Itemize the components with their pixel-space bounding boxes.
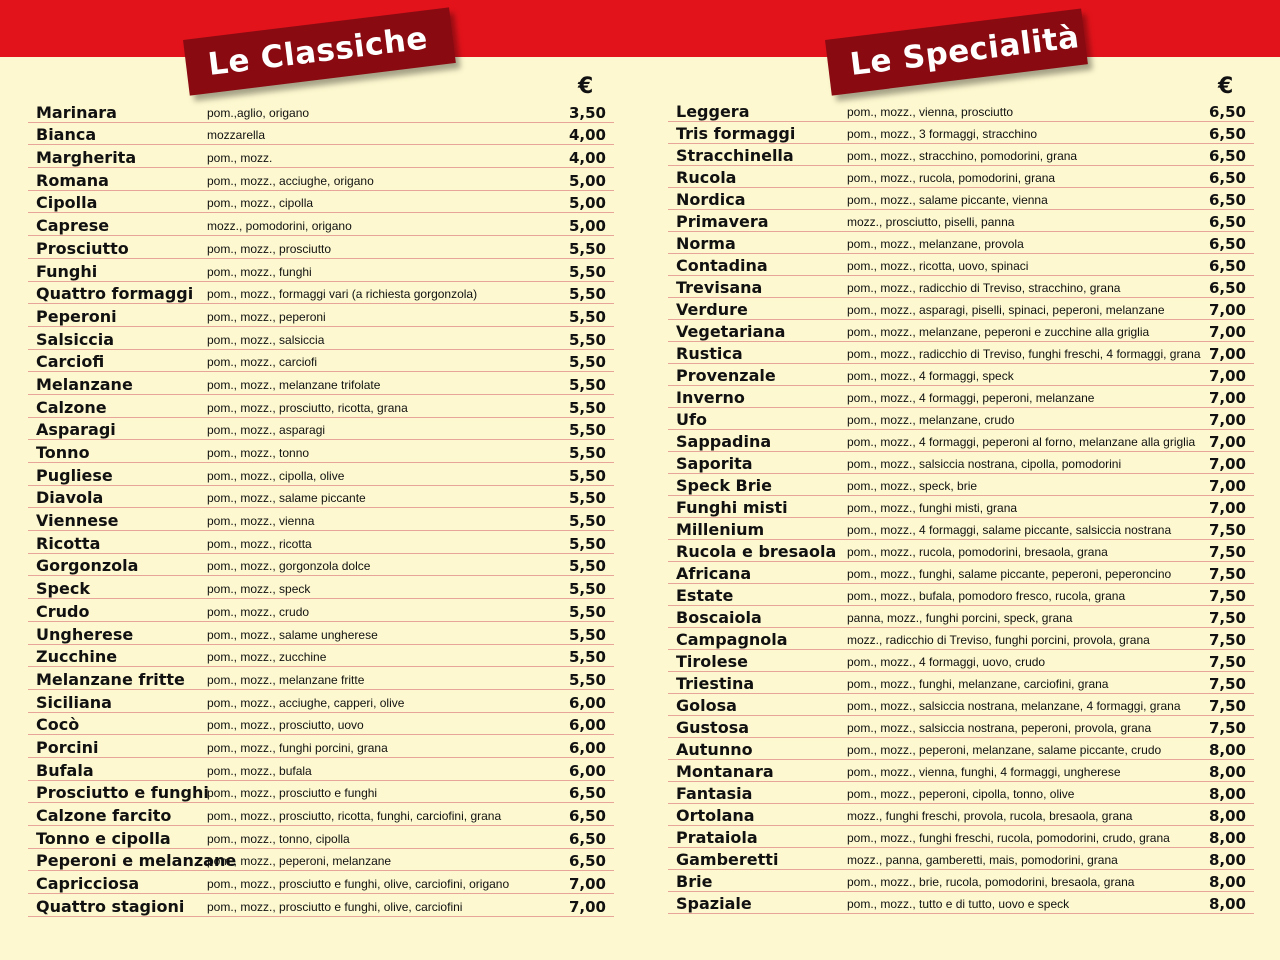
pizza-price: 5,50 <box>568 307 606 326</box>
pizza-name: Melanzane <box>36 374 133 394</box>
pizza-ingredients: pom., mozz. <box>207 151 273 166</box>
menu-item-row <box>28 191 614 214</box>
pizza-ingredients: pom., mozz., cipolla <box>207 196 314 211</box>
pizza-price: 5,50 <box>568 398 606 417</box>
pizza-price: 6,50 <box>1208 235 1246 253</box>
pizza-ingredients: pom., mozz., prosciutto e funghi <box>207 786 378 801</box>
pizza-price: 8,00 <box>1208 785 1246 803</box>
pizza-ingredients: mozz., funghi freschi, provola, rucola, bresaola, grana <box>847 809 1133 823</box>
pizza-price: 5,00 <box>568 217 606 236</box>
pizza-ingredients: pom., mozz., 4 formaggi, speck <box>847 369 1014 383</box>
menu-item-row <box>28 327 614 350</box>
pizza-name: Africana <box>676 564 752 583</box>
pizza-price: 6,50 <box>1208 125 1246 143</box>
pizza-price: 6,50 <box>568 784 606 803</box>
pizza-name: Cocò <box>36 715 80 735</box>
pizza-price: 8,00 <box>1208 763 1246 781</box>
pizza-price: 6,00 <box>568 738 606 757</box>
pizza-name: Zucchine <box>36 647 118 667</box>
pizza-name: Romana <box>36 170 109 190</box>
pizza-price: 6,50 <box>1208 213 1246 231</box>
pizza-price: 7,50 <box>1208 653 1246 671</box>
currency-header-right: € <box>1218 74 1234 99</box>
pizza-ingredients: pom., mozz., prosciutto e funghi, olive, carciofini <box>207 899 463 914</box>
pizza-name: Marinara <box>36 102 117 122</box>
pizza-name: Tonno <box>36 443 90 462</box>
pizza-ingredients: pom., mozz., funghi, salame piccante, peperoni, peperoncino <box>847 567 1172 581</box>
menu-item-row <box>28 350 614 373</box>
menu-item-row <box>668 584 1254 606</box>
menu-item-row <box>668 760 1254 782</box>
menu-item-row <box>28 486 614 509</box>
pizza-name: Calzone <box>36 397 107 417</box>
pizza-price: 8,00 <box>1208 873 1246 891</box>
pizza-price: 6,50 <box>1208 169 1246 187</box>
menu-item-row <box>668 804 1254 826</box>
menu-item-row <box>28 168 614 191</box>
menu-item-row <box>668 606 1254 628</box>
menu-item-row <box>28 395 614 418</box>
pizza-ingredients: pom., mozz., tonno <box>207 446 310 460</box>
pizza-price: 8,00 <box>1208 829 1246 847</box>
menu-item-row <box>28 690 614 713</box>
pizza-name: Trevisana <box>676 278 763 297</box>
menu-item-row <box>28 803 614 826</box>
pizza-price: 7,00 <box>1208 367 1246 385</box>
menu-item-row <box>28 667 614 690</box>
menu-item-row <box>668 408 1254 430</box>
pizza-price: 7,00 <box>1208 345 1246 363</box>
pizza-price: 7,50 <box>1208 565 1246 583</box>
pizza-ingredients: pom., mozz., acciughe, capperi, olive <box>207 695 405 710</box>
pizza-price: 4,00 <box>568 149 606 168</box>
menu-item-row <box>668 166 1254 188</box>
pizza-price: 7,00 <box>568 875 606 894</box>
pizza-price: 7,50 <box>1208 609 1246 627</box>
pizza-price: 7,50 <box>1208 675 1246 693</box>
pizza-ingredients: pom., mozz., prosciutto, uovo <box>207 718 364 733</box>
menu-item-row <box>28 372 614 395</box>
menu-item-row <box>668 650 1254 672</box>
menu-item-row <box>668 496 1254 518</box>
pizza-name: Carciofi <box>36 352 105 372</box>
menu-list-classiche <box>28 100 614 917</box>
pizza-price: 6,00 <box>568 761 606 780</box>
pizza-price: 7,00 <box>1208 389 1246 407</box>
pizza-ingredients: pom., mozz., crudo <box>207 604 310 619</box>
menu-item-row <box>28 576 614 599</box>
pizza-ingredients: pom., mozz., salame piccante <box>207 491 366 506</box>
pizza-price: 5,50 <box>568 421 606 440</box>
pizza-name: Montanara <box>676 762 774 781</box>
menu-item-row <box>668 694 1254 716</box>
pizza-name: Prosciutto e funghi <box>36 783 209 803</box>
menu-item-row <box>28 236 614 259</box>
pizza-name: Gustosa <box>676 718 750 737</box>
pizza-name: Viennese <box>36 511 119 531</box>
pizza-ingredients: pom., mozz., vienna, prosciutto <box>847 105 1014 119</box>
menu-item-row <box>668 672 1254 694</box>
menu-item-row <box>28 894 614 917</box>
menu-item-row <box>28 508 614 531</box>
pizza-name: Pugliese <box>36 465 113 485</box>
pizza-name: Estate <box>676 586 734 605</box>
pizza-ingredients: mozz., panna, gamberetti, mais, pomodorini, grana <box>847 853 1118 867</box>
pizza-price: 7,50 <box>1208 719 1246 737</box>
menu-item-row <box>28 123 614 146</box>
pizza-name: Stracchinella <box>676 146 794 165</box>
pizza-ingredients: pom., mozz., prosciutto, ricotta, grana <box>207 400 408 415</box>
pizza-name: Provenzale <box>676 366 776 385</box>
pizza-name: Speck Brie <box>676 476 772 495</box>
pizza-ingredients: pom., mozz., melanzane, peperoni e zucchine alla griglia <box>847 325 1150 339</box>
pizza-ingredients: pom., mozz., tutto e di tutto, uovo e speck <box>847 897 1070 911</box>
pizza-name: Calzone farcito <box>36 806 172 825</box>
pizza-name: Diavola <box>36 488 104 508</box>
pizza-name: Margherita <box>36 148 137 168</box>
pizza-ingredients: mozz., radicchio di Treviso, funghi porcini, provola, grana <box>847 633 1150 647</box>
pizza-price: 5,50 <box>568 444 606 462</box>
pizza-price: 6,50 <box>1208 191 1246 209</box>
pizza-name: Capricciosa <box>36 874 140 894</box>
pizza-price: 6,00 <box>568 716 606 735</box>
pizza-price: 6,50 <box>568 852 606 871</box>
pizza-name: Quattro formaggi <box>36 284 194 304</box>
pizza-name: Melanzane fritte <box>36 669 185 689</box>
menu-item-row <box>28 100 614 123</box>
pizza-ingredients: pom., mozz., carciofi <box>207 355 318 370</box>
menu-item-row <box>28 440 614 463</box>
pizza-price: 5,50 <box>568 602 606 621</box>
menu-item-row <box>668 122 1254 144</box>
menu-item-row <box>668 826 1254 848</box>
menu-item-row <box>28 282 614 305</box>
pizza-ingredients: pom., mozz., melanzane, provola <box>847 237 1024 251</box>
pizza-price: 7,50 <box>1208 631 1246 649</box>
pizza-name: Siciliana <box>36 692 112 712</box>
pizza-name: Tirolese <box>676 652 748 671</box>
pizza-name: Gorgonzola <box>36 556 139 576</box>
pizza-ingredients: pom., mozz., formaggi vari (a richiesta gorgonzola) <box>207 287 478 302</box>
pizza-price: 7,00 <box>1208 455 1246 473</box>
pizza-price: 7,00 <box>1208 499 1246 517</box>
menu-item-row <box>668 870 1254 892</box>
pizza-ingredients: pom., mozz., vienna, funghi, 4 formaggi, ungherese <box>847 765 1121 779</box>
pizza-ingredients: pom., mozz., ricotta, uovo, spinaci <box>847 259 1029 273</box>
pizza-ingredients: pom., mozz., gorgonzola dolce <box>207 559 371 574</box>
pizza-price: 5,50 <box>568 557 606 576</box>
pizza-price: 7,00 <box>1208 323 1246 341</box>
pizza-ingredients: pom., mozz., cipolla, olive <box>207 468 345 483</box>
pizza-name: Speck <box>36 579 90 599</box>
pizza-price: 6,50 <box>568 807 606 825</box>
pizza-ingredients: pom., mozz., 3 formaggi, stracchino <box>847 127 1038 141</box>
menu-item-row <box>668 738 1254 760</box>
pizza-name: Ungherese <box>36 624 134 644</box>
pizza-name: Prataiola <box>676 828 758 847</box>
pizza-ingredients: pom., mozz., 4 formaggi, salame piccante, salsiccia nostrana <box>847 523 1172 537</box>
pizza-name: Rucola <box>676 168 737 187</box>
pizza-ingredients: pom., mozz., brie, rucola, pomodorini, bresaola, grana <box>847 875 1135 889</box>
pizza-price: 6,50 <box>568 829 606 848</box>
pizza-name: Peperoni <box>36 306 117 326</box>
pizza-ingredients: pom., mozz., rucola, pomodorini, bresaola, grana <box>847 545 1108 559</box>
pizza-name: Contadina <box>676 256 768 275</box>
pizza-name: Funghi <box>36 261 98 281</box>
menu-item-row <box>28 304 614 327</box>
pizza-price: 7,50 <box>1208 543 1246 561</box>
pizza-name: Boscaiola <box>676 608 762 627</box>
pizza-ingredients: pom., mozz., funghi porcini, grana <box>207 740 388 755</box>
pizza-price: 5,50 <box>568 375 606 394</box>
menu-item-row <box>28 599 614 622</box>
pizza-name: Tris formaggi <box>676 124 796 143</box>
pizza-price: 8,00 <box>1208 807 1246 825</box>
menu-item-row <box>668 716 1254 738</box>
pizza-ingredients: pom., mozz., asparagi <box>207 423 326 438</box>
pizza-ingredients: pom., mozz., speck <box>207 582 311 597</box>
pizza-name: Leggera <box>676 102 750 121</box>
menu-item-row <box>668 276 1254 298</box>
pizza-name: Millenium <box>676 520 765 539</box>
pizza-price: 5,50 <box>568 239 606 258</box>
pizza-ingredients: pom., mozz., prosciutto <box>207 241 332 256</box>
pizza-price: 5,50 <box>568 489 606 508</box>
pizza-ingredients: pom., mozz., funghi, melanzane, carciofini, grana <box>847 677 1109 691</box>
pizza-ingredients: pom., mozz., salame ungherese <box>207 627 378 642</box>
pizza-ingredients: pom., mozz., salame piccante, vienna <box>847 193 1048 207</box>
pizza-price: 5,50 <box>568 285 606 304</box>
currency-header-left: € <box>578 74 594 99</box>
menu-item-row <box>668 210 1254 232</box>
menu-item-row <box>28 531 614 554</box>
pizza-ingredients: pom., mozz., prosciutto, ricotta, funghi, carciofini, grana <box>207 809 502 823</box>
pizza-price: 6,00 <box>568 693 606 712</box>
section-title-classiche: Le Classiche <box>183 7 456 95</box>
pizza-price: 7,50 <box>1208 697 1246 715</box>
menu-item-row <box>28 781 614 804</box>
pizza-price: 8,00 <box>1208 851 1246 869</box>
pizza-price: 7,50 <box>1208 587 1246 605</box>
pizza-ingredients: pom., mozz., asparagi, piselli, spinaci, peperoni, melanzane <box>847 303 1165 317</box>
pizza-ingredients: pom., mozz., speck, brie <box>847 479 978 493</box>
pizza-name: Autunno <box>676 740 753 759</box>
pizza-ingredients: pom., mozz., salsiccia nostrana, peperoni, provola, grana <box>847 721 1152 735</box>
pizza-ingredients: pom., mozz., salsiccia nostrana, melanzane, 4 formaggi, grana <box>847 699 1181 713</box>
menu-item-row <box>668 100 1254 122</box>
menu-item-row <box>668 452 1254 474</box>
pizza-price: 7,00 <box>1208 433 1246 451</box>
pizza-name: Ufo <box>676 410 707 429</box>
pizza-name: Rustica <box>676 344 743 363</box>
menu-item-row <box>668 892 1254 914</box>
pizza-name: Peperoni e melanzane <box>36 851 237 871</box>
pizza-name: Porcini <box>36 737 99 757</box>
pizza-name: Ricotta <box>36 533 101 553</box>
pizza-ingredients: pom., mozz., salsiccia <box>207 332 325 347</box>
pizza-price: 5,00 <box>568 171 606 190</box>
pizza-price: 7,50 <box>1208 521 1246 539</box>
pizza-name: Funghi misti <box>676 498 788 517</box>
pizza-price: 5,50 <box>568 512 606 531</box>
pizza-name: Crudo <box>36 601 90 621</box>
pizza-ingredients: pom., mozz., ricotta <box>207 536 312 551</box>
menu-list-specialita <box>668 100 1254 914</box>
menu-item-row <box>668 232 1254 254</box>
pizza-ingredients: pom., mozz., peperoni <box>207 309 326 324</box>
pizza-ingredients: pom., mozz., bufala <box>207 763 312 778</box>
menu-item-row <box>28 713 614 736</box>
pizza-name: Caprese <box>36 216 110 236</box>
menu-item-row <box>668 188 1254 210</box>
pizza-ingredients: mozzarella <box>207 128 266 143</box>
pizza-ingredients: pom., mozz., 4 formaggi, uovo, crudo <box>847 655 1046 669</box>
pizza-name: Primavera <box>676 212 769 231</box>
pizza-ingredients: pom., mozz., funghi <box>207 264 312 279</box>
menu-item-row <box>668 342 1254 364</box>
pizza-ingredients: pom., mozz., 4 formaggi, peperoni al forno, melanzane alla griglia <box>847 435 1196 449</box>
pizza-ingredients: pom.,aglio, origano <box>207 105 310 120</box>
pizza-name: Campagnola <box>676 630 788 649</box>
pizza-name: Spaziale <box>676 894 752 913</box>
pizza-name: Rucola e bresaola <box>676 542 837 561</box>
pizza-ingredients: pom., mozz., bufala, pomodoro fresco, rucola, grana <box>847 589 1126 603</box>
menu-item-row <box>28 213 614 236</box>
menu-item-row <box>28 145 614 168</box>
pizza-price: 5,50 <box>568 353 606 372</box>
pizza-name: Cipolla <box>36 193 98 213</box>
menu-item-row <box>668 628 1254 650</box>
menu-item-row <box>668 254 1254 276</box>
pizza-ingredients: pom., mozz., stracchino, pomodorini, grana <box>847 149 1078 163</box>
pizza-price: 7,00 <box>568 897 606 916</box>
pizza-ingredients: pom., mozz., melanzane fritte <box>207 672 365 687</box>
pizza-price: 6,50 <box>1208 103 1246 121</box>
pizza-name: Fantasia <box>676 784 753 803</box>
pizza-price: 5,50 <box>568 466 606 485</box>
pizza-price: 6,50 <box>1208 147 1246 165</box>
pizza-price: 7,00 <box>1208 301 1246 319</box>
pizza-price: 5,50 <box>568 330 606 349</box>
pizza-name: Vegetariana <box>676 322 786 341</box>
pizza-ingredients: pom., mozz., prosciutto e funghi, olive, carciofini, origano <box>207 877 510 892</box>
pizza-price: 8,00 <box>1208 895 1246 913</box>
pizza-price: 7,00 <box>1208 411 1246 429</box>
pizza-name: Asparagi <box>36 420 116 440</box>
pizza-ingredients: pom., mozz., funghi freschi, rucola, pomodorini, crudo, grana <box>847 831 1170 845</box>
pizza-ingredients: pom., mozz., peperoni, melanzane <box>207 854 392 869</box>
pizza-ingredients: panna, mozz., funghi porcini, speck, grana <box>847 611 1073 625</box>
pizza-price: 5,50 <box>568 625 606 644</box>
pizza-ingredients: pom., mozz., acciughe, origano <box>207 173 374 188</box>
pizza-name: Bufala <box>36 760 94 780</box>
menu-item-row <box>28 758 614 781</box>
menu-item-row <box>668 848 1254 870</box>
pizza-name: Inverno <box>676 388 745 407</box>
menu-item-row <box>28 418 614 441</box>
pizza-ingredients: pom., mozz., zucchine <box>207 650 327 665</box>
menu-item-row <box>668 562 1254 584</box>
pizza-ingredients: pom., mozz., rucola, pomodorini, grana <box>847 171 1056 185</box>
pizza-ingredients: pom., mozz., tonno, cipolla <box>207 831 350 846</box>
pizza-name: Sappadina <box>676 432 772 451</box>
pizza-name: Nordica <box>676 190 746 209</box>
pizza-name: Gamberetti <box>676 850 779 869</box>
pizza-name: Quattro stagioni <box>36 896 185 916</box>
menu-item-row <box>668 782 1254 804</box>
menu-item-row <box>668 320 1254 342</box>
pizza-name: Prosciutto <box>36 238 129 258</box>
pizza-ingredients: pom., mozz., funghi misti, grana <box>847 501 1018 515</box>
pizza-ingredients: mozz., prosciutto, piselli, panna <box>847 215 1015 229</box>
pizza-price: 5,50 <box>568 648 606 667</box>
pizza-price: 5,50 <box>568 580 606 599</box>
pizza-price: 5,50 <box>568 670 606 689</box>
pizza-name: Golosa <box>676 696 737 715</box>
pizza-name: Salsiccia <box>36 329 115 349</box>
pizza-ingredients: pom., mozz., radicchio di Treviso, funghi freschi, 4 formaggi, grana <box>847 347 1201 361</box>
pizza-price: 6,50 <box>1208 257 1246 275</box>
pizza-ingredients: pom., mozz., 4 formaggi, peperoni, melanzane <box>847 391 1095 405</box>
pizza-ingredients: pom., mozz., vienna <box>207 514 315 529</box>
menu-item-row <box>668 386 1254 408</box>
pizza-price: 7,00 <box>1208 477 1246 495</box>
pizza-ingredients: mozz., pomodorini, origano <box>207 219 352 234</box>
pizza-ingredients: pom., mozz., radicchio di Treviso, stracchino, grana <box>847 281 1121 295</box>
menu-item-row <box>668 298 1254 320</box>
menu-item-row <box>668 518 1254 540</box>
menu-item-row <box>28 735 614 758</box>
pizza-name: Verdure <box>676 300 748 319</box>
menu-item-row <box>28 826 614 849</box>
menu-item-row <box>668 364 1254 386</box>
menu-item-row <box>28 259 614 282</box>
menu-item-row <box>28 871 614 894</box>
pizza-price: 5,50 <box>568 262 606 281</box>
menu-item-row <box>28 622 614 645</box>
pizza-name: Tonno e cipolla <box>36 828 171 848</box>
pizza-ingredients: pom., mozz., peperoni, cipolla, tonno, olive <box>847 787 1075 801</box>
menu-item-row <box>28 645 614 668</box>
pizza-name: Triestina <box>676 674 755 693</box>
pizza-price: 5,00 <box>568 194 606 213</box>
pizza-price: 8,00 <box>1208 741 1246 759</box>
menu-item-row <box>28 849 614 872</box>
pizza-ingredients: pom., mozz., peperoni, melanzane, salame piccante, crudo <box>847 743 1162 757</box>
pizza-price: 4,00 <box>568 126 606 145</box>
pizza-price: 3,50 <box>568 103 606 122</box>
pizza-name: Brie <box>676 872 713 891</box>
pizza-price: 6,50 <box>1208 279 1246 297</box>
menu-item-row <box>668 540 1254 562</box>
menu-item-row <box>28 554 614 577</box>
menu-item-row <box>668 430 1254 452</box>
menu-item-row <box>28 463 614 486</box>
pizza-name: Bianca <box>36 125 97 145</box>
pizza-name: Saporita <box>676 454 753 473</box>
menu-item-row <box>668 474 1254 496</box>
pizza-ingredients: pom., mozz., melanzane, crudo <box>847 413 1015 427</box>
menu-item-row <box>668 144 1254 166</box>
pizza-name: Norma <box>676 234 736 253</box>
pizza-ingredients: pom., mozz., melanzane trifolate <box>207 377 381 392</box>
pizza-ingredients: pom., mozz., salsiccia nostrana, cipolla, pomodorini <box>847 457 1122 471</box>
section-title-specialita: Le Specialità <box>825 9 1088 96</box>
pizza-name: Ortolana <box>676 806 755 825</box>
pizza-price: 5,50 <box>568 534 606 553</box>
